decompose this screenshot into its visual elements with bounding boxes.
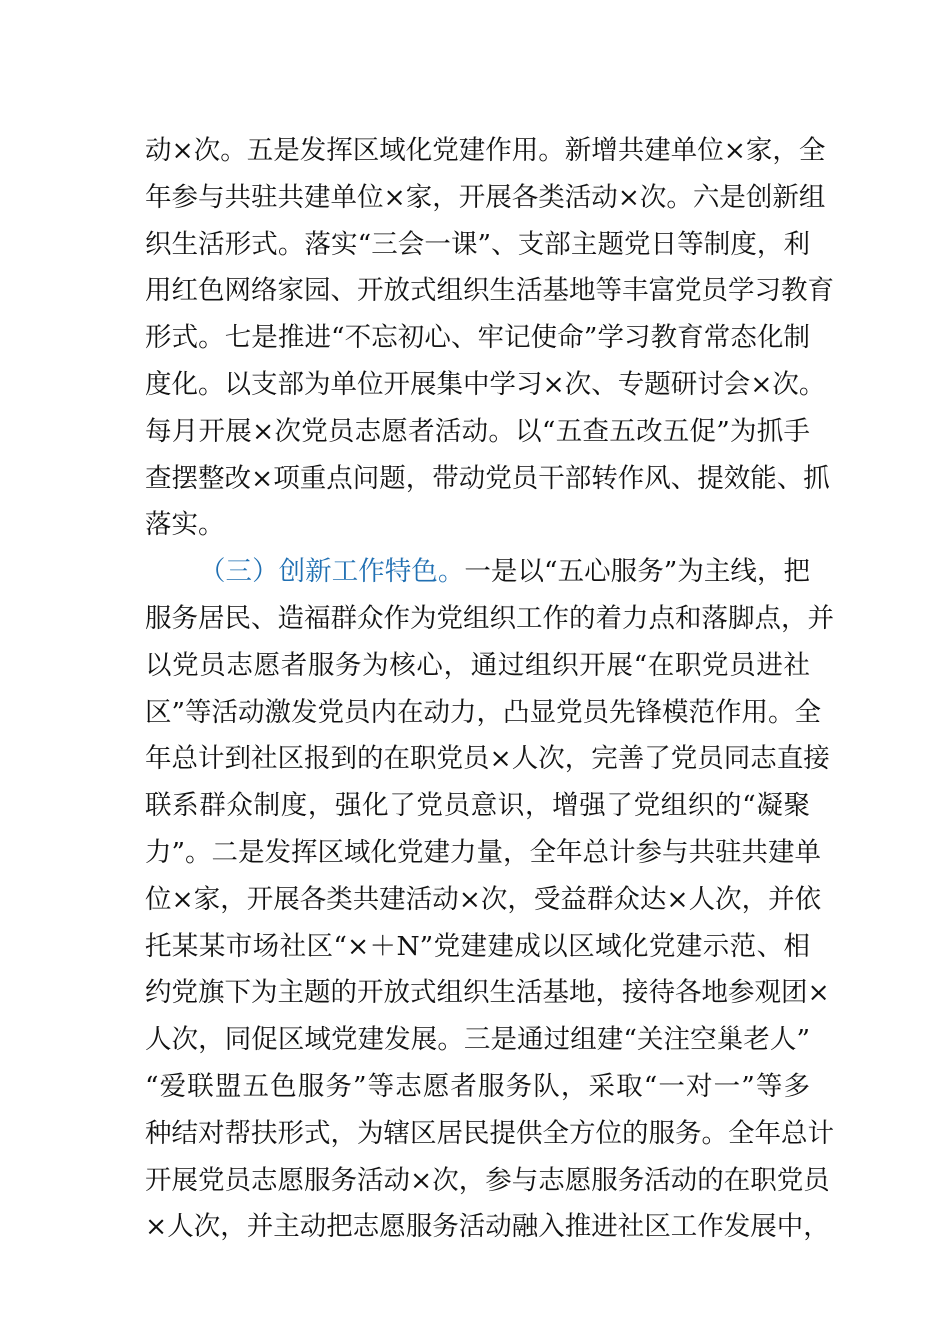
section-first-line-text: 一是以“五心服务”为主线，把 [464, 556, 810, 588]
section-first-line [145, 549, 810, 596]
text-line: 开展党员志愿服务活动×次，参与志愿服务活动的在职党员 [145, 1164, 830, 1196]
text-line: 联系群众制度，强化了党员意识，增强了党组织的“凝聚 [145, 790, 810, 822]
text-line: 动×次。五是发挥区域化党建作用。新增共建单位×家，全 [145, 135, 826, 166]
text-line: 形式。七是推进“不忘初心、牢记使命”学习教育常态化制 [145, 322, 810, 354]
text-line: 位×家，开展各类共建活动×次，受益群众达×人次，并依 [145, 883, 822, 915]
text-line: 区”等活动激发党员内在动力，凸显党员先锋模范作用。全 [145, 696, 822, 728]
text-line: 托某某市场社区“×＋N”党建建成以区域化党建示范、相 [145, 930, 810, 962]
text-line: 约党旗下为主题的开放式组织生活基地，接待各地参观团× [145, 977, 830, 1009]
text-line: 用红色网络家园、开放式组织生活基地等丰富党员学习教育 [145, 275, 834, 307]
text-line: 年参与共驻共建单位×家，开展各类活动×次。六是创新组 [145, 181, 826, 213]
text-line: 落实。 [145, 509, 225, 541]
text-line: ×人次，并主动把志愿服务活动融入推进社区工作发展中， [145, 1211, 830, 1243]
section-heading: （三）创新工作特色。 [199, 556, 465, 588]
text-line: 查摆整改×项重点问题，带动党员干部转作风、提效能、抓 [145, 462, 830, 494]
text-line: 年总计到社区报到的在职党员×人次，完善了党员同志直接 [145, 743, 830, 775]
text-line: 种结对帮扶形式，为辖区居民提供全方位的服务。全年总计 [145, 1117, 834, 1149]
text-line: 织生活形式。落实“三会一课”、支部主题党日等制度，利 [145, 228, 810, 260]
text-line: 每月开展×次党员志愿者活动。以“五查五改五促”为抓手 [145, 415, 810, 447]
body-text [145, 128, 834, 1251]
text-line: 度化。以支部为单位开展集中学习×次、专题研讨会×次。 [145, 368, 826, 400]
text-line: 以党员志愿者服务为核心，通过组织开展“在职党员进社 [145, 649, 810, 681]
text-line: 力”。二是发挥区域化党建力量，全年总计参与共驻共建单 [145, 836, 822, 868]
text-line: 服务居民、造福群众作为党组织工作的着力点和落脚点，并 [145, 602, 834, 634]
text-line: “爱联盟五色服务”等志愿者服务队，采取“一对一”等多 [145, 1070, 810, 1102]
text-line: 人次，同促区域党建发展。三是通过组建“关注空巢老人” [145, 1024, 810, 1056]
